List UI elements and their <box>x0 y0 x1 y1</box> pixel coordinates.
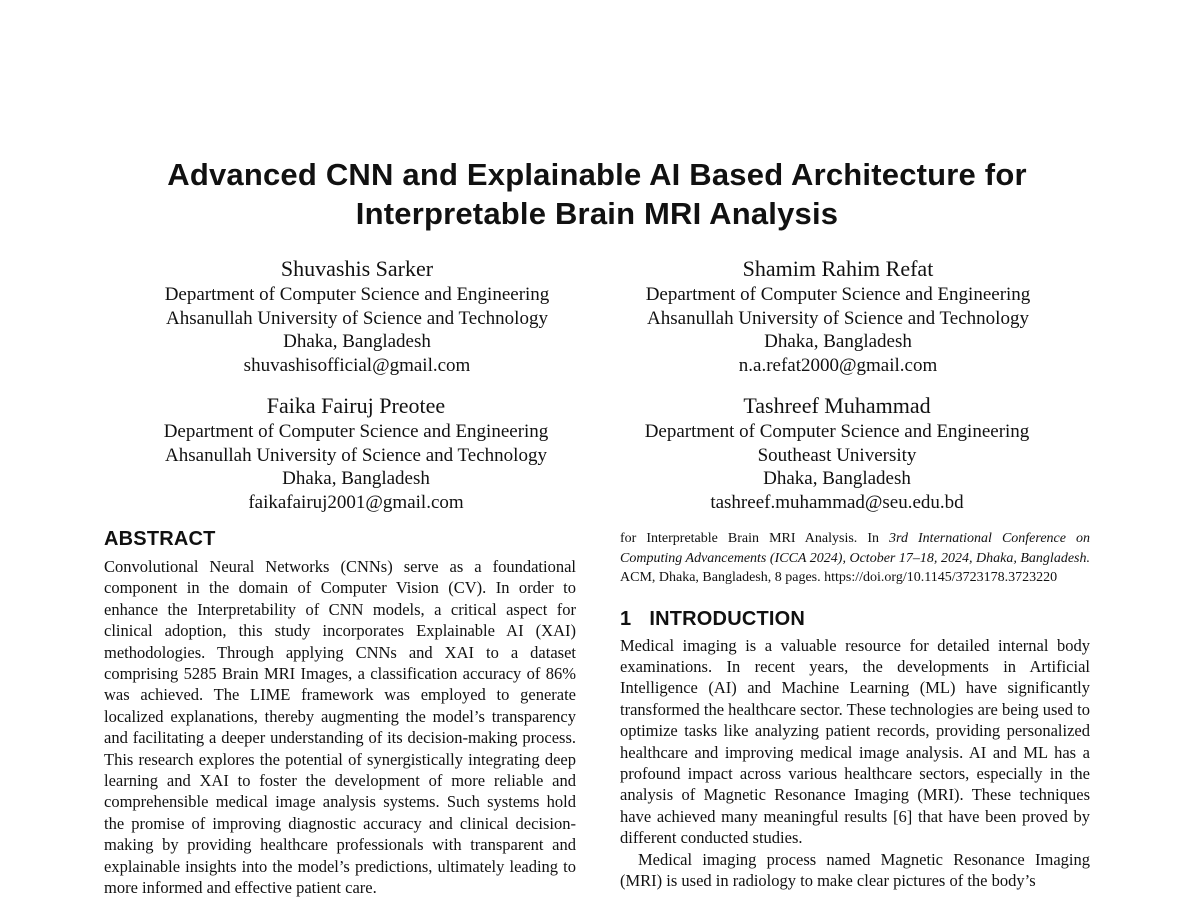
reference-tail: ACM, Dhaka, Bangladesh, 8 pages. https://doi.org/10.1145/3723178.3723220 <box>620 570 1058 585</box>
author-email: n.a.refat2000@gmail.com <box>738 354 938 376</box>
author-location: Dhaka, Bangladesh <box>764 331 912 352</box>
abstract-text: Convolutional Neural Networks (CNNs) serve as a foundational component in the domain of Computer Vision (CV). In order to enhance the Interpretability of CNN models, a critical aspect for clinical adoption, this study incorporates Explainable AI (XAI) methodologies. Through applying CNNs and XAI to a dataset comprising 5285 Brain MRI Images, a classification accuracy of 86% was achieved. The LIME framework was employed to generate localized explanations, thereby augmenting the model’s transparency and facilitating a deeper understanding of its decision-making process. This research explores the potential of synergistically integrating deep learning and XAI to foster the development of more reliable and comprehensible medical image analysis systems. Such systems hold the promise of improving diagnostic accuracy and clinical decision-making by providing healthcare professionals with transparent and explainable insights into the model’s predictions, ultimately leading to more informed and effective patient care. <box>104 557 576 898</box>
author-name: Shuvashis Sarker <box>280 256 434 281</box>
author-department: Department of Computer Science and Engineering <box>644 421 1030 442</box>
author-institution: Ahsanullah University of Science and Technology <box>647 307 1029 329</box>
section-number: 1 <box>620 607 632 630</box>
introduction-heading <box>620 607 1090 631</box>
author-email: tashreef.muhammad@seu.edu.bd <box>710 491 964 513</box>
reference-venue: 3rd International Conference on Computing Advancements (ICCA 2024), October 17–18, 2024, Dhaka, Bangladesh. <box>620 531 1091 566</box>
author-name: Faika Fairuj Preotee <box>266 393 446 418</box>
author-name: Tashreef Muhammad <box>743 393 931 418</box>
title-line-1: Advanced CNN and Explainable AI Based Architecture for <box>167 157 1027 192</box>
abstract-heading: ABSTRACT <box>104 528 216 550</box>
intro-paragraph-2: Medical imaging process named Magnetic Resonance Imaging (MRI) is used in radiology to make clear pictures of the body’s <box>620 849 1090 890</box>
reference-lead: for Interpretable Brain MRI Analysis. In <box>620 531 890 546</box>
section-title: INTRODUCTION <box>649 607 806 630</box>
author-block-4 <box>597 393 1077 514</box>
author-block-3 <box>116 393 596 514</box>
author-institution: Ahsanullah University of Science and Technology <box>166 307 548 329</box>
author-department: Department of Computer Science and Engineering <box>645 284 1031 305</box>
author-block-1 <box>117 256 597 377</box>
author-department: Department of Computer Science and Engineering <box>163 421 549 442</box>
intro-paragraph-1: Medical imaging is a valuable resource for detailed internal body examinations. In recent years, the developments in Artificial Intelligence (AI) and Machine Learning (ML) have significantly transformed the healthcare sector. These technologies are being used to optimize tasks like analyzing patient records, providing personalized healthcare and improving medical image analysis. AI and ML has a profound impact across various healthcare sectors, especially in the analysis of Magnetic Resonance Imaging (MRI). These techniques have achieved many meaningful results [6] that have been proved by different conducted studies. <box>620 635 1090 848</box>
author-block-2 <box>598 256 1078 377</box>
author-location: Dhaka, Bangladesh <box>283 331 431 352</box>
author-email: faikafairuj2001@gmail.com <box>248 491 464 513</box>
abstract-section <box>104 527 576 899</box>
author-email: shuvashisofficial@gmail.com <box>243 354 471 376</box>
author-location: Dhaka, Bangladesh <box>763 468 911 489</box>
reference-format <box>620 529 1090 588</box>
author-institution: Ahsanullah University of Science and Technology <box>165 444 547 466</box>
paper-title <box>0 155 1194 233</box>
author-institution: Southeast University <box>757 444 917 466</box>
right-column <box>620 529 1090 891</box>
author-location: Dhaka, Bangladesh <box>282 468 430 489</box>
author-name: Shamim Rahim Refat <box>742 256 934 281</box>
title-line-2: Interpretable Brain MRI Analysis <box>355 196 839 231</box>
author-department: Department of Computer Science and Engineering <box>164 284 550 305</box>
